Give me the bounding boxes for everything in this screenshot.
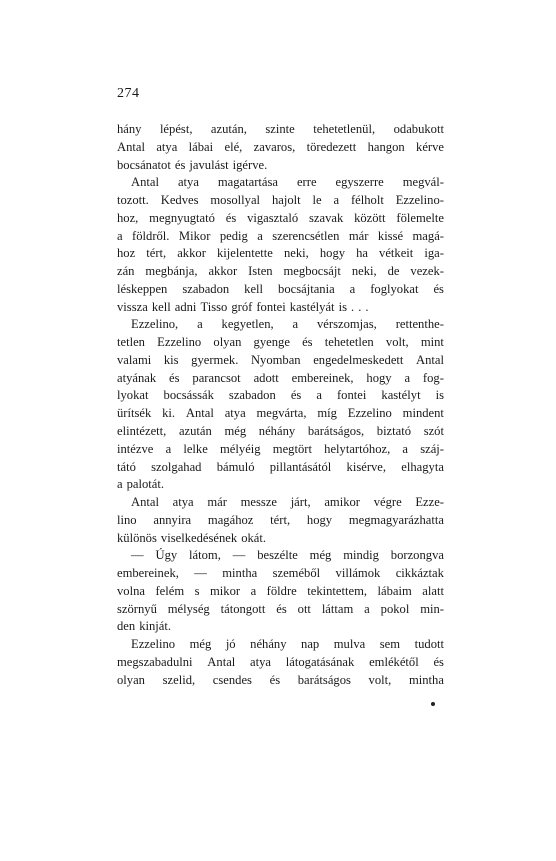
text-line: Ezzelino, a kegyetlen, a vérszomjas, rettenthe- [131, 317, 444, 332]
text-line: — Úgy látom, — beszélte még mindig borzongva [131, 548, 444, 563]
text-line: léskeppen szabadon kell bocsájtania a foglyokat és [117, 281, 444, 296]
text-line: volna felém s mikor a földre tekintettem, lábaim alatt [117, 583, 444, 598]
text-line: lino annyira magához tért, hogy megmagyarázhatta [117, 512, 444, 527]
text-line: tátó szolgahad bámuló pillantásától kisérve, elhagyta [117, 459, 444, 474]
text-line: Ezzelino még jó néhány nap mulva sem tudott [131, 637, 444, 652]
text-line: den kinját. [117, 619, 172, 634]
text-line: ürítsék ki. Antal atya megvárta, míg Ezzelino mindent [117, 406, 444, 421]
text-line: különös viselkedésének okát. [117, 530, 267, 545]
text-line: a földről. Mikor pedig a szerencsétlen már kissé magá- [117, 228, 444, 243]
text-line: Antal atya már messze járt, amikor végre Ezze- [131, 495, 444, 510]
text-line: Antal atya lábai elé, zavaros, töredezett hangon kérve [117, 139, 444, 154]
text-line: szörnyű mélység tátongott és ott láttam a pokol min- [117, 601, 444, 616]
body-text [117, 121, 444, 690]
ink-speck [431, 702, 435, 706]
text-line: elintézett, azután még néhány barátságos, biztató szót [117, 424, 444, 439]
text-line: zán megbánja, akkor Isten megbocsájt neki, de vezek- [117, 264, 444, 279]
text-line: Antal atya magatartása erre egyszerre megvál- [131, 175, 444, 190]
text-line: hány lépést, azután, szinte tehetetlenül, odabukott [117, 122, 444, 136]
text-line: atyának és parancsot adott embereinek, hogy a fog- [117, 370, 444, 385]
text-line: intézve a lelke mélyéig megtört helytartóhoz, a száj- [117, 441, 444, 456]
text-line: vissza kell adni Tisso gróf fontei kastélyát is . . . [117, 299, 369, 314]
page-number: 274 [117, 86, 140, 101]
text-line: valami kis gyermek. Nyomban engedelmeskedett Antal [117, 352, 444, 367]
text-line: a palotát. [117, 477, 165, 492]
text-line: bocsánatot és javulást igérve. [117, 157, 268, 172]
text-line: tetlen Ezzelino olyan gyenge és tehetetlen volt, mint [117, 335, 444, 350]
text-line: hoz, megnyugtató és vigasztaló szavak között fölemelte [117, 210, 444, 225]
text-line: megszabadulni Antal atya látogatásának emlékétől és [117, 654, 444, 669]
text-line: olyan szelid, csendes és barátságos volt, mintha [117, 672, 444, 687]
text-line: tozott. Kedves mosollyal hajolt le a félholt Ezzelino- [117, 193, 444, 208]
text-line: lyokat bocsássák szabadon és a fontei kastélyt is [117, 388, 444, 403]
text-line: embereinek, — mintha szeméből villámok cikkáztak [117, 566, 444, 581]
text-line: hoz tért, akkor kijelentette neki, hogy ha vétkeit iga- [117, 246, 444, 261]
